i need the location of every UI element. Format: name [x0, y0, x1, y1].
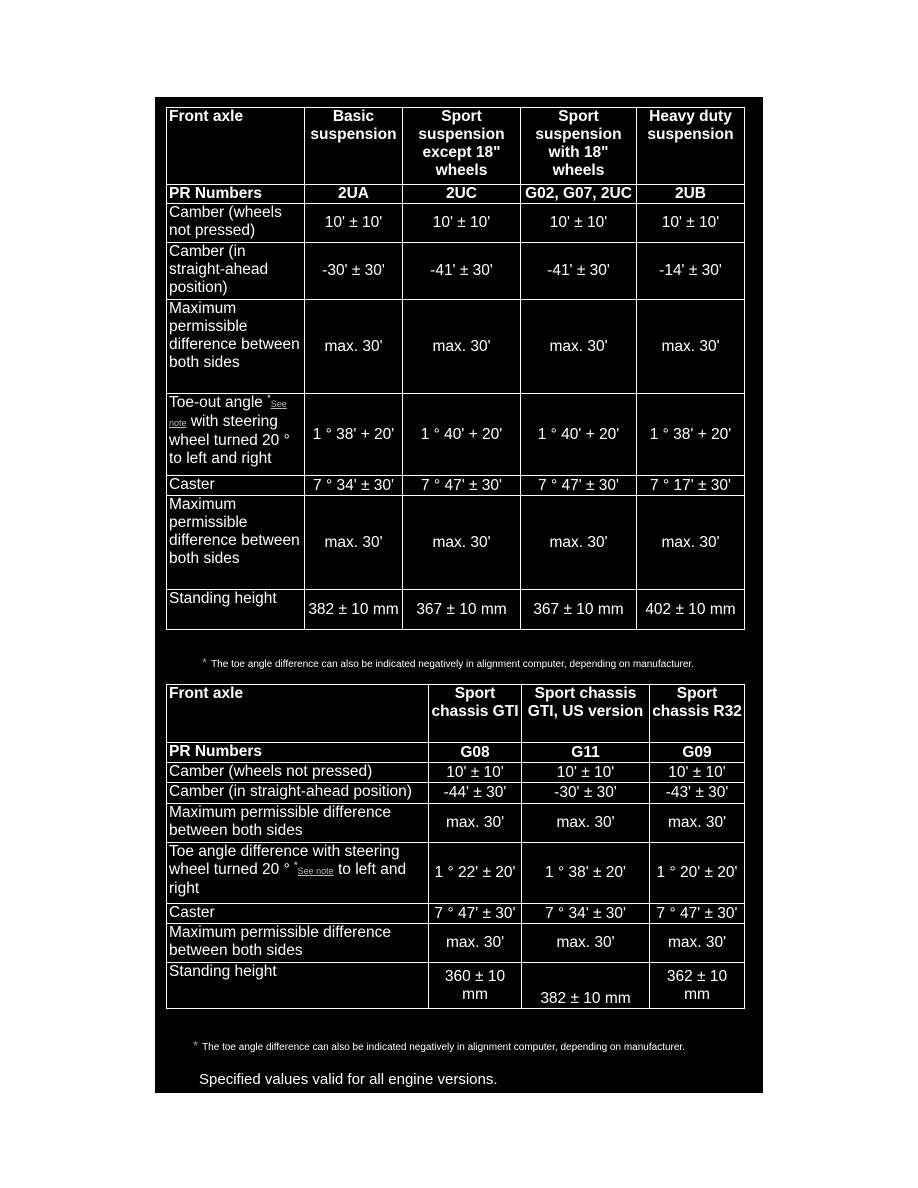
cell-value: max. 30' [522, 804, 650, 843]
spec-panel [155, 97, 763, 1093]
header-sport-chassis-r32: Sport chassis R32 [650, 685, 745, 743]
pr-numbers-row [167, 185, 745, 204]
header-heavy-duty-suspension: Heavy duty suspension [637, 108, 745, 185]
row-label: Caster [167, 904, 429, 924]
row-label-toe-out [167, 394, 305, 476]
pr-value: 2UA [305, 185, 403, 204]
cell-value: 10' ± 10' [637, 204, 745, 243]
cell-value: 382 ± 10 mm [522, 963, 650, 1009]
cell-value: 367 ± 10 mm [521, 590, 637, 630]
cell-value: 10' ± 10' [650, 763, 745, 783]
cell-value: max. 30' [650, 924, 745, 963]
row-label-text: Toe angle difference with steering wheel turned 20 ° [169, 843, 400, 878]
footnote [202, 655, 694, 670]
cell-value: max. 30' [429, 804, 522, 843]
cell-value: max. 30' [403, 300, 521, 394]
header-front-axle: Front axle [167, 108, 305, 185]
cell-value: 367 ± 10 mm [403, 590, 521, 630]
note-marker: * [294, 859, 298, 870]
table-row [167, 763, 745, 783]
table-header-row [167, 108, 745, 185]
row-label-text: with steering wheel turned 20 ° to left and right [169, 413, 290, 467]
cell-value: 7 ° 47' ± 30' [521, 476, 637, 496]
footnote-star: * [193, 1038, 199, 1053]
header-basic-suspension: Basic suspension [305, 108, 403, 185]
cell-value: max. 30' [522, 924, 650, 963]
note-marker: * [267, 393, 271, 403]
table-row [167, 204, 745, 243]
cell-value: max. 30' [429, 924, 522, 963]
cell-value: max. 30' [637, 300, 745, 394]
cell-value: 1 ° 40' + 20' [403, 394, 521, 476]
row-label: Camber (in straight-ahead position) [167, 243, 305, 300]
pr-value: G11 [522, 743, 650, 763]
header-front-axle: Front axle [167, 685, 429, 743]
row-label: Standing height [167, 963, 429, 1009]
table-row [167, 590, 745, 630]
footnote-star: * [202, 655, 208, 670]
pr-value: 2UC [403, 185, 521, 204]
pr-value: G09 [650, 743, 745, 763]
row-label-toe-angle [167, 843, 429, 904]
table-row [167, 300, 745, 394]
row-label: Maximum permissible difference between both sides [167, 496, 305, 590]
cell-value: 7 ° 34' ± 30' [305, 476, 403, 496]
cell-value: 10' ± 10' [521, 204, 637, 243]
cell-value: 1 ° 40' + 20' [521, 394, 637, 476]
footnote [193, 1038, 685, 1053]
cell-value: -14' ± 30' [637, 243, 745, 300]
cell-value: 7 ° 47' ± 30' [429, 904, 522, 924]
table-row [167, 783, 745, 804]
closing-note: Specified values valid for all engine versions. [199, 1071, 498, 1088]
cell-value: -41' ± 30' [521, 243, 637, 300]
cell-value: max. 30' [305, 496, 403, 590]
table-row [167, 496, 745, 590]
cell-value: max. 30' [521, 300, 637, 394]
cell-value: 7 ° 34' ± 30' [522, 904, 650, 924]
pr-value: G02, G07, 2UC [521, 185, 637, 204]
cell-value: 402 ± 10 mm [637, 590, 745, 630]
cell-value: 10' ± 10' [403, 204, 521, 243]
front-axle-table-standard [166, 107, 745, 630]
row-label: Camber (wheels not pressed) [167, 763, 429, 783]
see-note-link[interactable]: See note [297, 866, 334, 876]
see-note-link[interactable]: See note [169, 399, 287, 428]
cell-value: max. 30' [305, 300, 403, 394]
header-sport-suspension-except-18: Sport suspension except 18" wheels [403, 108, 521, 185]
cell-value: -44' ± 30' [429, 783, 522, 804]
row-label: Camber (in straight-ahead position) [167, 783, 429, 804]
cell-value: max. 30' [521, 496, 637, 590]
footnote-text: The toe angle difference can also be indicated negatively in alignment computer, depending on manufacturer. [202, 1042, 685, 1053]
row-label: Maximum permissible difference between both sides [167, 924, 429, 963]
cell-value: 1 ° 20' ± 20' [650, 843, 745, 904]
header-sport-suspension-18: Sport suspension with 18" wheels [521, 108, 637, 185]
cell-value: 7 ° 17' ± 30' [637, 476, 745, 496]
cell-value: max. 30' [650, 804, 745, 843]
front-axle-table-sport [166, 684, 745, 1009]
cell-value: 10' ± 10' [429, 763, 522, 783]
row-label: Camber (wheels not pressed) [167, 204, 305, 243]
table-row [167, 394, 745, 476]
row-label-text: to left and right [169, 861, 407, 897]
row-label: Caster [167, 476, 305, 496]
pr-numbers-label: PR Numbers [167, 185, 305, 204]
row-label-text: Toe-out angle [169, 394, 263, 411]
pr-numbers-label: PR Numbers [167, 743, 429, 763]
cell-value: max. 30' [637, 496, 745, 590]
table-row [167, 843, 745, 904]
table-row [167, 924, 745, 963]
cell-value: -30' ± 30' [305, 243, 403, 300]
cell-value: 362 ± 10 mm [650, 963, 745, 1009]
cell-value: max. 30' [403, 496, 521, 590]
cell-value: 7 ° 47' ± 30' [650, 904, 745, 924]
table-row [167, 476, 745, 496]
cell-value: 1 ° 38' + 20' [305, 394, 403, 476]
row-label: Standing height [167, 590, 305, 630]
cell-value: 10' ± 10' [305, 204, 403, 243]
cell-value: -41' ± 30' [403, 243, 521, 300]
cell-value: -30' ± 30' [522, 783, 650, 804]
cell-value: 1 ° 38' + 20' [637, 394, 745, 476]
pr-value: 2UB [637, 185, 745, 204]
cell-value: 360 ± 10 mm [429, 963, 522, 1009]
pr-numbers-row [167, 743, 745, 763]
cell-value: 10' ± 10' [522, 763, 650, 783]
cell-value: -43' ± 30' [650, 783, 745, 804]
cell-value: 382 ± 10 mm [305, 590, 403, 630]
table-header-row [167, 685, 745, 743]
cell-value: 7 ° 47' ± 30' [403, 476, 521, 496]
header-sport-chassis-gti: Sport chassis GTI [429, 685, 522, 743]
footnote-text: The toe angle difference can also be indicated negatively in alignment computer, depending on manufacturer. [211, 659, 694, 670]
cell-value: 1 ° 38' ± 20' [522, 843, 650, 904]
cell-value: 1 ° 22' ± 20' [429, 843, 522, 904]
table-row [167, 804, 745, 843]
table-row [167, 904, 745, 924]
table-row [167, 243, 745, 300]
row-label: Maximum permissible difference between both sides [167, 804, 429, 843]
row-label: Maximum permissible difference between both sides [167, 300, 305, 394]
header-sport-chassis-gti-us: Sport chassis GTI, US version [522, 685, 650, 743]
table-row [167, 963, 745, 1009]
pr-value: G08 [429, 743, 522, 763]
